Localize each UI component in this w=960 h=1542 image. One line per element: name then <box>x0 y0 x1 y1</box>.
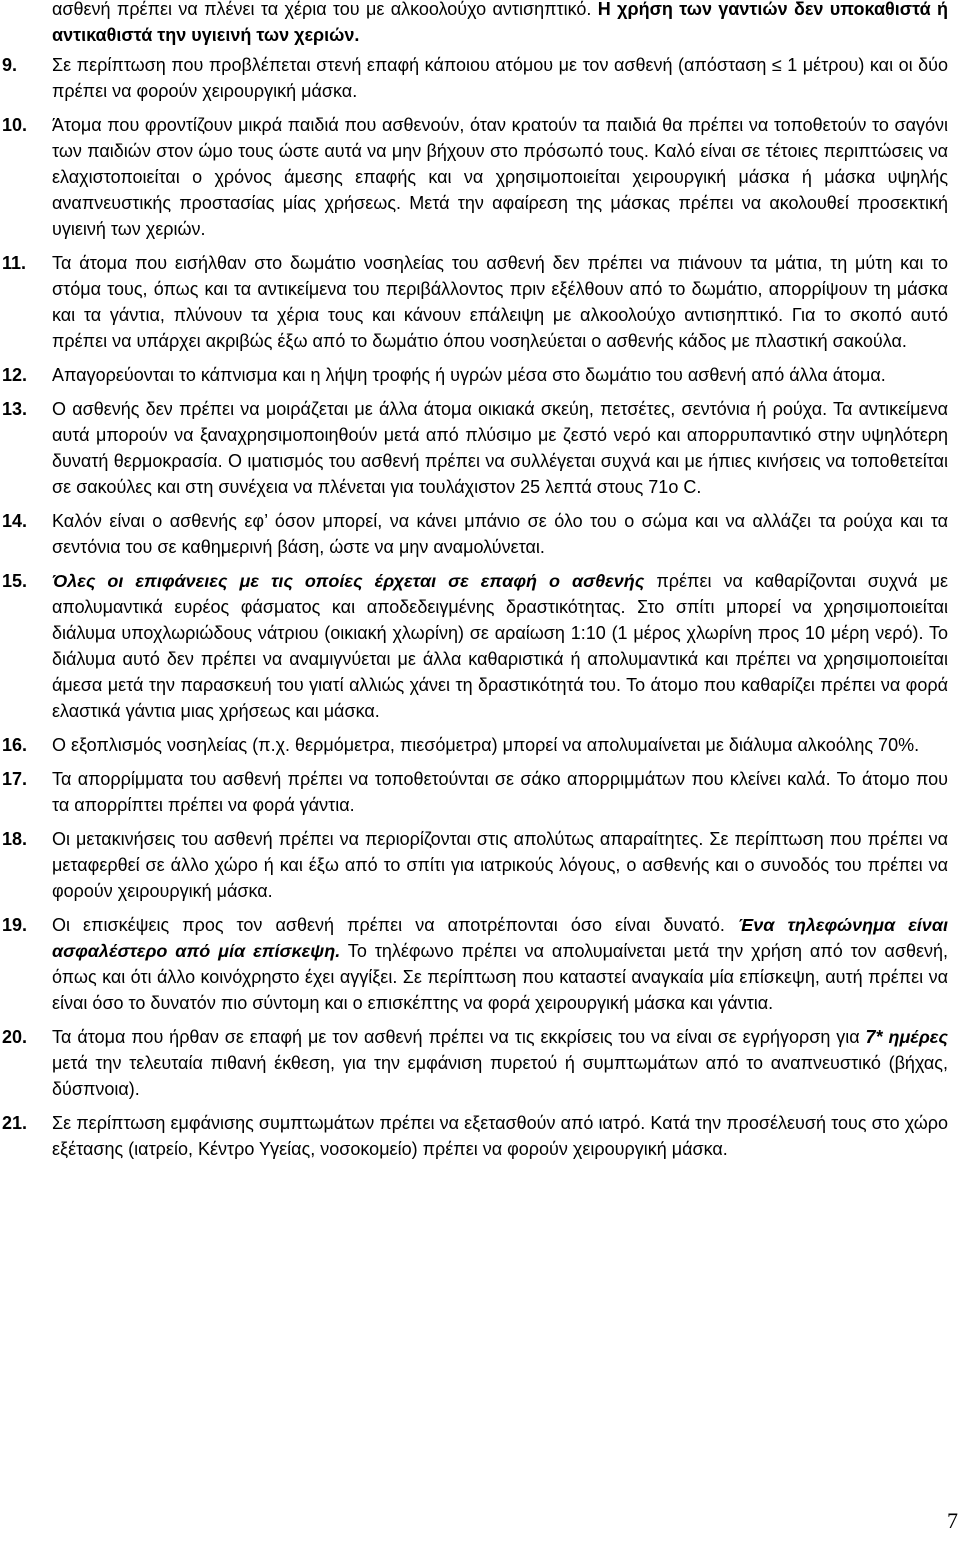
item-number: 13. <box>2 399 28 419</box>
list-item-9 <box>0 52 948 104</box>
item-number: 10. <box>2 115 28 135</box>
item-text: Τα απορρίμματα του ασθενή πρέπει να τοποθετούνται σε σάκο απορριμμάτων που κλείνει καλά. Το άτομο που τα απορρίπτει πρέπει να φορά γάντια. <box>52 769 948 815</box>
item-number: 14. <box>2 511 28 531</box>
list-item-15 <box>0 568 948 724</box>
item-text-continued: Το τηλέφωνο πρέπει να απολυμαίνεται μετά την χρήση από τον ασθενή, όπως και ότι άλλο κοινόχρηστο έχει αγγίξει. Σε περίπτωση που καταστεί αναγκαία μία επίσκεψη, αυτή πρέπει να είναι όσο το δυνατόν πιο σύντομη και ο επισκέπτης να φορά χειρουργική μάσκα και γάντια. <box>52 941 948 1013</box>
item-text: πρέπει να καθαρίζονται συχνά με απολυμαντικά ευρέος φάσματος και αποδεδειγμένης δραστικότητας. Στο σπίτι μπορεί να χρησιμοποιείται διάλυμα υποχλωριώδους νάτριου (οικιακή χλωρίνη) σε αραίωση 1:10 (1 μέρος χλωρίνη προς 10 μέρη νερό). Το διάλυμα αυτό δεν πρέπει να αναμιγνύεται με άλλα καθαριστικά ή απολυμαντικά και πρέπει να χρησιμοποιείται άμεσα μετά την παρασκευή του γιατί αλλιώς χάνει τη δραστικότητά του. Το άτομο που καθαρίζει πρέπει να φορά ελαστικά γάντια μιας χρήσεως και μάσκα. <box>52 571 948 721</box>
item-emphasis: Ένα τηλεφώνημα είναι ασφαλέστερο από μία επίσκεψη. <box>52 915 948 961</box>
list-item-21 <box>0 1110 948 1162</box>
item-number: 11. <box>2 253 27 273</box>
item-text-continued: μετά την τελευταία πιθανή έκθεση, για την εμφάνιση πυρετού ή συμπτωμάτων από το αναπνευστικό (βήχας, δύσπνοια). <box>52 1053 948 1099</box>
item-number: 21. <box>2 1113 28 1133</box>
list-item-12 <box>0 362 948 388</box>
item-text: Άτομα που φροντίζουν μικρά παιδιά που ασθενούν, όταν κρατούν τα παιδιά θα πρέπει να τοποθετούν το σαγόνι των παιδιών στον ώμο τους ώστε αυτά να μην βήχουν στο πρόσωπό τους. Καλό είναι σε τέτοιες περιπτώσεις να ελαχιστοποιείται ο χρόνος άμεσης επαφής και να χρησιμοποιείται χειρουργική μάσκα ή μάσκα υψηλής αναπνευστικής προστασίας μίας χρήσεως. Μετά την αφαίρεση της μάσκας πρέπει να ακολουθεί προσεκτική υγιεινή των χεριών. <box>52 115 948 239</box>
item-number: 18. <box>2 829 28 849</box>
item-number: 19. <box>2 915 28 935</box>
item-text: Καλόν είναι ο ασθενής εφ’ όσον μπορεί, να κάνει μπάνιο σε όλο του ο σώμα και να αλλάζει τα ρούχα και τα σεντόνια του σε καθημερινή βάση, ώστε να μην αναμολύνεται. <box>52 511 948 557</box>
item-number: 17. <box>2 769 28 789</box>
list-item-16 <box>0 732 948 758</box>
item-text: Τα άτομα που εισήλθαν στο δωμάτιο νοσηλείας του ασθενή δεν πρέπει να πιάνουν τα μάτια, τη μύτη και το στόμα τους, όπως και τα αντικείμενα του περιβάλλοντος πριν εξέλθουν από το δωμάτιο, απορρίψουν τη μάσκα και τα γάντια, πλύνουν τα χέρια τους και κάνουν επάλειψη με αλκοολούχο αντισηπτικό. Για το σκοπό αυτό πρέπει να υπάρχει ακριβώς έξω από το δωμάτιο όπου νοσηλεύεται ο ασθενής κάδος με πλαστική σακούλα. <box>52 253 948 351</box>
list-item-17 <box>0 766 948 818</box>
item-text: Οι μετακινήσεις του ασθενή πρέπει να περιορίζονται στις απολύτως απαραίτητες. Σε περίπτωση που πρέπει να μεταφερθεί σε άλλο χώρο ή και έξω από το σπίτι για ιατρικούς λόγους, ο ασθενής και ο συνοδός του πρέπει να φορούν χειρουργική μάσκα. <box>52 829 948 901</box>
item-number: 15. <box>2 571 28 591</box>
intro-text: ασθενή πρέπει να πλένει τα χέρια του με αλκοολούχο αντισηπτικό. <box>52 0 598 19</box>
list-item-19 <box>0 912 948 1016</box>
item-text: Τα άτομα που ήρθαν σε επαφή με τον ασθενή πρέπει να τις εκκρίσεις του να είναι σε εγρήγορση για <box>52 1027 866 1047</box>
list-item-10 <box>0 112 948 242</box>
intro-paragraph <box>0 0 948 48</box>
item-emphasis: 7* ημέρες <box>865 1027 948 1047</box>
item-number: 9. <box>2 55 18 75</box>
list-item-11 <box>0 250 948 354</box>
item-text: Σε περίπτωση που προβλέπεται στενή επαφή κάποιου ατόμου με τον ασθενή (απόσταση ≤ 1 μέτρου) και οι δύο πρέπει να φορούν χειρουργική μάσκα. <box>52 55 948 101</box>
list-item-20 <box>0 1024 948 1102</box>
item-number: 16. <box>2 735 28 755</box>
list-item-18 <box>0 826 948 904</box>
list-item-14 <box>0 508 948 560</box>
item-number: 20. <box>2 1027 28 1047</box>
item-emphasis: Όλες οι επιφάνειες με τις οποίες έρχεται σε επαφή ο ασθενής <box>52 571 645 591</box>
item-text: Ο εξοπλισμός νοσηλείας (π.χ. θερμόμετρα, πιεσόμετρα) μπορεί να απολυμαίνεται με διάλυμα αλκοόλης 70%. <box>52 735 920 755</box>
item-text: Απαγορεύονται το κάπνισμα και η λήψη τροφής ή υγρών μέσα στο δωμάτιο του ασθενή από άλλα άτομα. <box>52 365 886 385</box>
page-number: 7 <box>947 1508 958 1533</box>
intro-bold-text: Η χρήση των γαντιών δεν υποκαθιστά ή αντικαθιστά την υγιεινή των χεριών. <box>52 0 948 45</box>
list-item-13 <box>0 396 948 500</box>
item-text: Ο ασθενής δεν πρέπει να μοιράζεται με άλλα άτομα οικιακά σκεύη, πετσέτες, σεντόνια ή ρούχα. Τα αντικείμενα αυτά μπορούν να ξαναχρησιμοποιηθούν μετά από πλύσιμο με ζεστό νερό και απορρυπαντικό στην υψηλότερη δυνατή θερμοκρασία. Ο ιματισμός του ασθενή πρέπει να συλλέγεται συχνά και με ήπιες κινήσεις να τοποθετείται σε σακούλες και στη συνέχεια να πλένεται για τουλάχιστον 25 λεπτά στους 71ο C. <box>52 399 948 497</box>
item-text: Οι επισκέψεις προς τον ασθενή πρέπει να αποτρέπονται όσο είναι δυνατό. <box>52 915 738 935</box>
item-number: 12. <box>2 365 28 385</box>
item-text: Σε περίπτωση εμφάνισης συμπτωμάτων πρέπει να εξετασθούν από ιατρό. Κατά την προσέλευσή τους στο χώρο εξέτασης (ιατρείο, Κέντρο Υγείας, νοσοκομείο) πρέπει να φορούν χειρουργική μάσκα. <box>52 1113 948 1159</box>
